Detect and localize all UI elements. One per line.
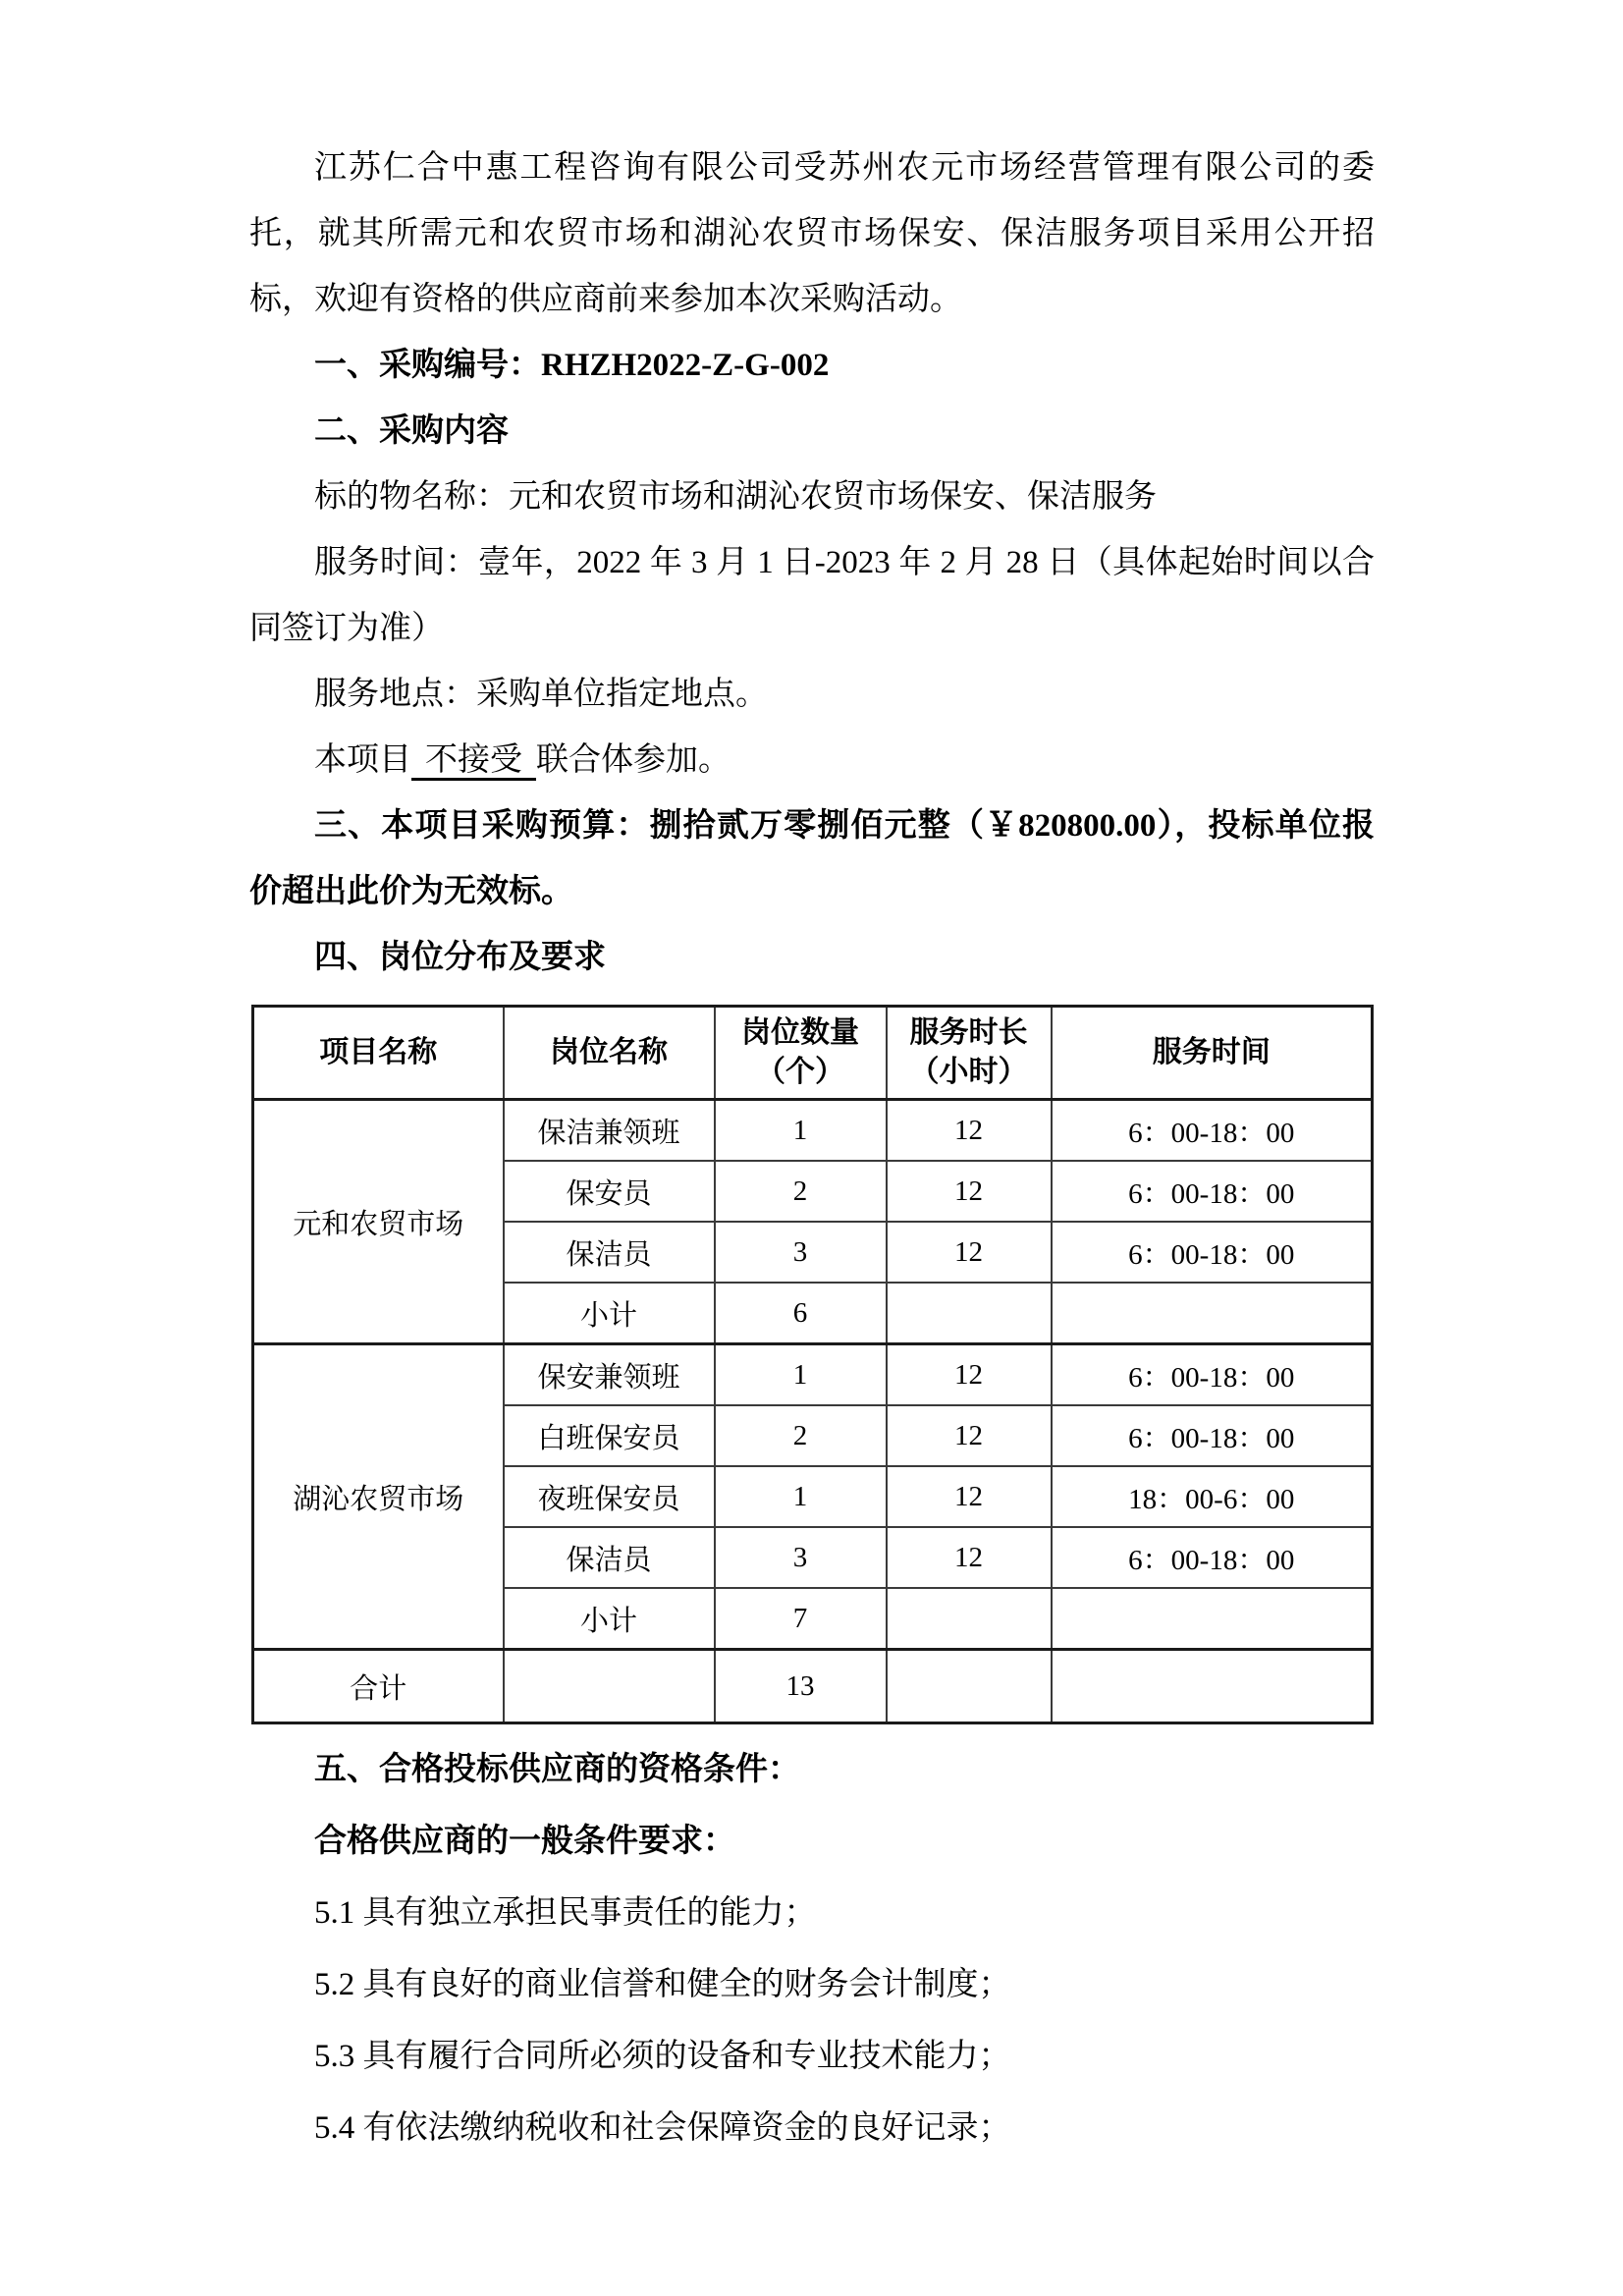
section-4-heading: 四、岗位分布及要求 <box>314 940 606 975</box>
qualification-item-5-2: 5.2 具有良好的商业信誉和健全的财务会计制度； <box>314 1967 1011 2002</box>
col-header-count-line1: 岗位数量 <box>741 1015 859 1049</box>
hours-cell: 12 <box>887 1161 1052 1222</box>
joint-bid-suffix: 联合体参加。 <box>536 742 730 778</box>
col-header-project: 项目名称 <box>253 1007 504 1100</box>
service-time-line: 服务时间：壹年，2022 年 3 月 1 日-2023 年 2 月 28 日（具体起始时间以合同签订为准） <box>249 545 1375 646</box>
post-cell: 保安员 <box>504 1161 715 1222</box>
count-cell: 2 <box>715 1161 887 1222</box>
post-cell: 保安兼领班 <box>504 1344 715 1406</box>
header-row <box>253 1007 1373 1100</box>
total-label-cell: 合计 <box>253 1650 504 1723</box>
count-cell: 2 <box>715 1405 887 1466</box>
count-cell: 1 <box>715 1466 887 1527</box>
time-cell: 6：00-18：00 <box>1052 1405 1373 1466</box>
positions-table <box>251 1005 1374 1724</box>
post-cell: 保洁兼领班 <box>504 1100 715 1162</box>
section-3-heading: 三、本项目采购预算：捌拾贰万零捌佰元整（￥820800.00），投标单位报价超出此价为无效标。 <box>249 808 1375 909</box>
total-count-cell: 13 <box>715 1650 887 1723</box>
empty-cell <box>887 1650 1052 1723</box>
joint-bid-line <box>249 728 1375 793</box>
hours-cell: 12 <box>887 1466 1052 1527</box>
post-cell: 白班保安员 <box>504 1405 715 1466</box>
total-row <box>253 1650 1373 1723</box>
count-cell: 7 <box>715 1588 887 1650</box>
joint-bid-underlined-value: 不接受 <box>411 742 536 781</box>
time-cell: 6：00-18：00 <box>1052 1222 1373 1283</box>
post-cell: 保洁员 <box>504 1527 715 1588</box>
document-upper-section <box>249 136 1375 991</box>
time-cell <box>1052 1283 1373 1344</box>
joint-bid-prefix: 本项目 <box>314 742 411 778</box>
section-2-heading: 二、采购内容 <box>314 413 509 449</box>
col-header-count <box>715 1007 887 1100</box>
empty-cell <box>1052 1650 1373 1723</box>
empty-cell <box>504 1650 715 1723</box>
project-name-cell: 湖沁农贸市场 <box>253 1344 504 1650</box>
count-cell: 3 <box>715 1527 887 1588</box>
table-row <box>253 1344 1373 1406</box>
post-cell: 夜班保安员 <box>504 1466 715 1527</box>
service-place-line: 服务地点：采购单位指定地点。 <box>314 677 768 712</box>
col-header-count-line2: （个） <box>756 1056 844 1088</box>
section-5-heading: 五、合格投标供应商的资格条件： <box>314 1752 800 1787</box>
time-cell <box>1052 1588 1373 1650</box>
document-lower-section <box>249 1724 1375 2164</box>
count-cell: 1 <box>715 1344 887 1406</box>
hours-cell: 12 <box>887 1527 1052 1588</box>
col-header-hours <box>887 1007 1052 1100</box>
general-conditions-heading: 合格供应商的一般条件要求： <box>314 1824 735 1859</box>
hours-cell: 12 <box>887 1405 1052 1466</box>
post-cell: 小计 <box>504 1588 715 1650</box>
time-cell: 18：00-6：00 <box>1052 1466 1373 1527</box>
count-cell: 3 <box>715 1222 887 1283</box>
time-cell: 6：00-18：00 <box>1052 1527 1373 1588</box>
positions-table-header <box>253 1007 1373 1100</box>
time-cell: 6：00-18：00 <box>1052 1100 1373 1162</box>
hours-cell <box>887 1283 1052 1344</box>
col-header-hours-line1: 服务时长 <box>909 1015 1028 1049</box>
time-cell: 6：00-18：00 <box>1052 1344 1373 1406</box>
count-cell: 1 <box>715 1100 887 1162</box>
table-row <box>253 1100 1373 1162</box>
qualification-item-5-3: 5.3 具有履行合同所必须的设备和专业技术能力； <box>314 2039 1011 2074</box>
positions-table-body <box>253 1100 1373 1723</box>
project-name-cell: 元和农贸市场 <box>253 1100 504 1344</box>
col-header-hours-line2: （小时） <box>909 1056 1028 1088</box>
col-header-post: 岗位名称 <box>504 1007 715 1100</box>
time-cell: 6：00-18：00 <box>1052 1161 1373 1222</box>
intro-paragraph: 江苏仁合中惠工程咨询有限公司受苏州农元市场经营管理有限公司的委托，就其所需元和农贸市场和湖沁农贸市场保安、保洁服务项目采用公开招标，欢迎有资格的供应商前来参加本次采购活动。 <box>249 150 1375 317</box>
qualification-item-5-1: 5.1 具有独立承担民事责任的能力； <box>314 1895 817 1931</box>
section-1-heading: 一、采购编号：RHZH2022-Z-G-002 <box>314 348 830 383</box>
hours-cell: 12 <box>887 1100 1052 1162</box>
hours-cell <box>887 1588 1052 1650</box>
col-header-time: 服务时间 <box>1052 1007 1373 1100</box>
qualification-item-5-4: 5.4 有依法缴纳税收和社会保障资金的良好记录； <box>314 2110 1011 2146</box>
post-cell: 保洁员 <box>504 1222 715 1283</box>
post-cell: 小计 <box>504 1283 715 1344</box>
hours-cell: 12 <box>887 1222 1052 1283</box>
subject-line: 标的物名称：元和农贸市场和湖沁农贸市场保安、保洁服务 <box>314 479 1157 515</box>
count-cell: 6 <box>715 1283 887 1344</box>
hours-cell: 12 <box>887 1344 1052 1406</box>
